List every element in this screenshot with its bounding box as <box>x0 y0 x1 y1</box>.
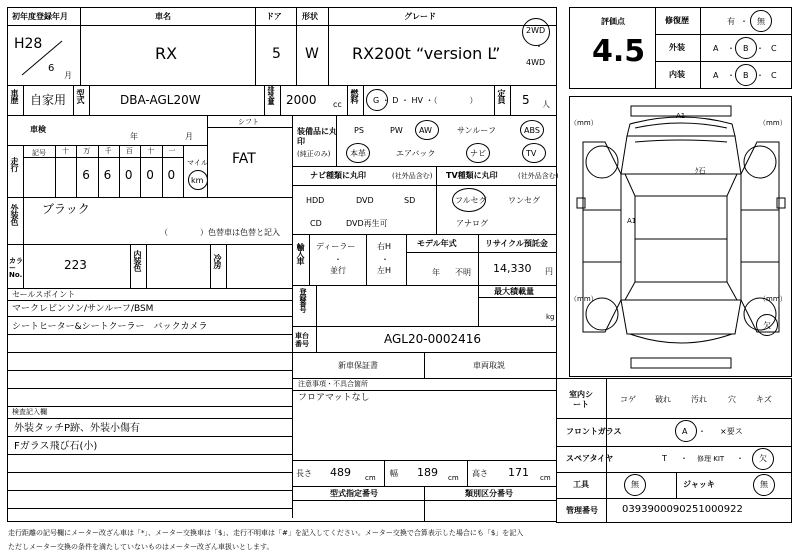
chassis-label: 車台番号 <box>295 332 309 349</box>
glass-a: A <box>682 427 688 436</box>
repair-label: 修復歴 <box>665 16 689 25</box>
month-unit: 月 <box>64 71 72 80</box>
drive-2wd: 2WD <box>526 26 546 35</box>
mileage-unit-label: 千 <box>104 147 112 155</box>
spare-none: 欠 <box>759 454 767 463</box>
equipment-option: AW <box>419 126 432 135</box>
notes-label: 注意事項・不具合箇所 <box>298 380 368 388</box>
type-no-label: 型式指定番号 <box>330 489 378 498</box>
recycle-value: 14,330 <box>493 262 532 275</box>
mileage-unit-label: 万 <box>83 147 91 155</box>
inspection-month: 月 <box>185 132 193 141</box>
mileage-unit-label: 十 <box>147 147 155 155</box>
color-no-value: 223 <box>64 258 87 272</box>
tool-value: 無 <box>631 480 639 489</box>
tv-fullseg: フルセグ <box>455 196 487 205</box>
mileage-record-label: 記号 <box>32 149 46 157</box>
equipment-option: ナビ <box>470 149 486 158</box>
mgmt-no: 0393900090251000922 <box>622 504 743 515</box>
nav-hdd: HDD <box>306 196 325 205</box>
diagram-a1-front: A1 <box>676 112 686 120</box>
width-label: 幅 <box>390 469 398 478</box>
equipment-option: ABS <box>524 126 540 135</box>
spare-sep: ・ <box>680 454 688 463</box>
tv-oneseg: ワンセグ <box>508 196 540 205</box>
inspection-label: 車検 <box>30 125 46 134</box>
nav-sub: (社外品含む) <box>392 172 433 180</box>
mileage-unit-label: 百 <box>125 147 133 155</box>
mileage-digit: 6 <box>82 168 90 182</box>
equipment-option: サンルーフ <box>457 126 496 135</box>
import-sep2: ・ <box>381 255 389 264</box>
mileage-digit: 0 <box>124 168 133 182</box>
glass-label: フロントガラス <box>566 427 622 436</box>
seat-hole: 穴 <box>728 395 736 404</box>
model-year-label: モデル年式 <box>417 239 457 248</box>
seat-scratch: キズ <box>756 395 772 404</box>
exterior-b: B <box>743 44 749 53</box>
tool-label: 工具 <box>573 480 589 489</box>
import-label: 輸入車 <box>296 243 305 264</box>
shift-label: シフト <box>238 118 259 126</box>
fuel-label: 燃料 <box>350 89 359 103</box>
nav-sd: SD <box>404 196 416 205</box>
car-body-diagram <box>575 102 787 372</box>
equipment-option: PW <box>390 126 403 135</box>
seat-tear: 破れ <box>655 395 671 404</box>
nav-cd: CD <box>310 219 322 228</box>
exterior-a: A <box>713 44 719 53</box>
exterior-sep2: ・ <box>756 44 764 53</box>
spare-sep2: ・ <box>736 454 744 463</box>
exterior-sep1: ・ <box>727 44 735 53</box>
diagram-mm-tr: （mm） <box>759 119 787 127</box>
equipment-option: TV <box>526 149 537 158</box>
body-shape: W <box>305 46 319 62</box>
mileage-digit: 0 <box>167 168 176 182</box>
interior-sep2: ・ <box>756 71 764 80</box>
diagram-ketsu: 欠 <box>763 321 771 330</box>
sales-point-line1: マークレビンソン/サンルーフ/BSM <box>12 304 154 314</box>
model-label: 型式 <box>76 89 85 103</box>
repair-sep: ・ <box>740 17 748 26</box>
interior-a: A <box>713 71 719 80</box>
first-reg-label: 初年度登録年月 <box>12 12 68 21</box>
footer-line1: 走行距離の記号欄にメーター改ざん車は「*」、メーター交換車は「$」、走行不明車は「#」を記入してください。メーター交換で合算表示した場合にも「$」を記入 <box>8 529 524 537</box>
displacement-label: 排気量 <box>267 86 275 104</box>
width-cm: cm <box>448 474 459 482</box>
interior-color-label: 内装色 <box>133 250 142 271</box>
category-label: 車歴 <box>10 89 19 103</box>
length-label: 長さ <box>296 469 312 478</box>
seat-label: 室内シート <box>569 390 593 410</box>
spare-t: T <box>662 454 667 463</box>
model-year-unknown: 不明 <box>455 268 471 277</box>
max-load-label: 最大積載量 <box>494 287 534 296</box>
jack-label: ジャッキ <box>683 480 715 489</box>
max-load-kg: kg <box>546 313 555 321</box>
repair-no: 無 <box>757 17 765 26</box>
warranty-label: 新車保証書 <box>338 361 378 370</box>
model-year-unit: 年 <box>432 268 440 277</box>
inspector-line2: Fガラス飛び石(小) <box>14 441 98 452</box>
diagram-mm-br: （mm） <box>759 295 787 303</box>
reg-month: 6 <box>48 63 55 74</box>
length-cm: cm <box>365 474 376 482</box>
seat-dirt: 汚れ <box>691 395 707 404</box>
length-value: 489 <box>330 466 351 479</box>
diagram-mm-bl: （mm） <box>570 295 598 303</box>
sales-points-label: セールスポイント <box>12 290 76 299</box>
grade-label: グレード <box>404 12 436 21</box>
drive-sep: ・ <box>535 42 543 51</box>
category-value: 自家用 <box>30 93 67 107</box>
import-dealer: ディーラー <box>316 242 356 251</box>
import-left-h: 左H <box>377 266 392 275</box>
tv-label: TV種類に丸印 <box>446 171 498 180</box>
grade-value: RX200t “version L” <box>352 44 501 63</box>
drive-4wd: 4WD <box>526 58 546 67</box>
tv-sub: (社外品含む) <box>518 172 559 180</box>
displacement-value: 2000 <box>286 93 317 107</box>
mileage-unit-label: 十 <box>62 147 69 155</box>
fuel-options: G ・ D ・ HV ・（ ） <box>373 96 478 105</box>
interior-c: C <box>771 71 777 80</box>
sales-point-line2: シートヒーター&シートクーラー バックカメラ <box>12 322 208 332</box>
person-unit: 人 <box>542 100 550 109</box>
diagram-ku-ishi: ｸ石 <box>695 167 706 175</box>
capacity-value: 5 <box>522 93 530 107</box>
mileage-unit-label: 一 <box>168 147 176 155</box>
color-change-note: （ ）色替車は色替と記入 <box>160 228 280 237</box>
width-value: 189 <box>417 466 438 479</box>
height-value: 171 <box>508 466 529 479</box>
manual-label: 車両取説 <box>473 361 505 370</box>
diagram-mm-tl: （mm） <box>570 119 598 127</box>
door-count: 5 <box>272 46 281 62</box>
spare-kit: 修理 KIT <box>697 455 725 463</box>
height-cm: cm <box>540 474 551 482</box>
mile-label: マイル <box>187 159 208 167</box>
equipment-label: 装備品に丸印 <box>297 127 337 147</box>
color-no-label: カラーNo. <box>9 257 23 279</box>
refrigerator-label: 冷房 <box>213 254 222 268</box>
equipment-option: エアバック <box>396 149 436 158</box>
import-sep1: ・ <box>334 255 342 264</box>
footer-line2: ただしメーター交換の条件を満たしていないものはメーター改ざん車扱いとします。 <box>8 543 274 551</box>
nav-dvd-play: DVD再生可 <box>346 219 388 228</box>
jack-value: 無 <box>760 480 768 489</box>
interior-sep1: ・ <box>727 71 735 80</box>
inspection-year: 年 <box>130 132 138 141</box>
glass-sep: ・ <box>698 427 706 436</box>
glass-x: ×要ス <box>720 427 743 436</box>
notes-value: フロアマットなし <box>298 393 370 403</box>
category-no-label: 類別区分番号 <box>465 489 513 498</box>
import-right-h: 右H <box>377 242 392 251</box>
km-label: km <box>191 176 204 185</box>
color-value: ブラック <box>42 202 90 216</box>
recycle-yen: 円 <box>545 267 553 276</box>
mgmt-label: 管理番号 <box>566 506 598 515</box>
shape-label: 形状 <box>302 12 318 21</box>
import-parallel: 並行 <box>330 266 346 275</box>
mileage-label: 走行 <box>10 157 19 171</box>
mileage-digit: 6 <box>103 168 112 182</box>
exterior-label: 外装 <box>669 43 685 52</box>
capacity-label: 定員 <box>497 89 506 103</box>
interior-label: 内装 <box>669 70 685 79</box>
score-label: 評価点 <box>601 17 625 26</box>
cc-unit: cc <box>333 100 342 109</box>
registration-label: 登録番号 <box>299 288 307 312</box>
interior-b: B <box>743 71 749 80</box>
chassis-value: AGL20-0002416 <box>384 332 482 346</box>
door-label: ドア <box>266 12 282 21</box>
diagram-a1-left: A1 <box>627 217 637 225</box>
equipment-option: PS <box>354 126 364 135</box>
reg-era: H28 <box>14 36 43 52</box>
inspector-label: 検査記入欄 <box>12 408 47 416</box>
equipment-option: 本革 <box>350 149 366 158</box>
car-name-label: 車名 <box>155 12 171 21</box>
inspector-line1: 外装タッチP跡、外装小傷有 <box>14 423 141 434</box>
shift-value: FAT <box>232 151 256 167</box>
height-label: 高さ <box>472 469 488 478</box>
nav-label: ナビ種類に丸印 <box>310 171 366 180</box>
equipment-sub: (純正のみ) <box>297 150 331 158</box>
recycle-label: リサイクル預託金 <box>485 239 548 248</box>
score-value: 4.5 <box>592 34 646 69</box>
exterior-c: C <box>771 44 777 53</box>
spare-label: スペアタイヤ <box>566 454 614 463</box>
model-value: DBA-AGL20W <box>120 93 201 107</box>
seat-burn: コゲ <box>620 395 636 404</box>
tv-analog: アナログ <box>456 219 488 228</box>
car-name: RX <box>155 44 178 63</box>
mileage-digit: 0 <box>146 168 154 182</box>
repair-yes: 有 <box>727 17 735 26</box>
nav-dvd: DVD <box>356 196 374 205</box>
color-label: 外装色 <box>10 204 19 225</box>
